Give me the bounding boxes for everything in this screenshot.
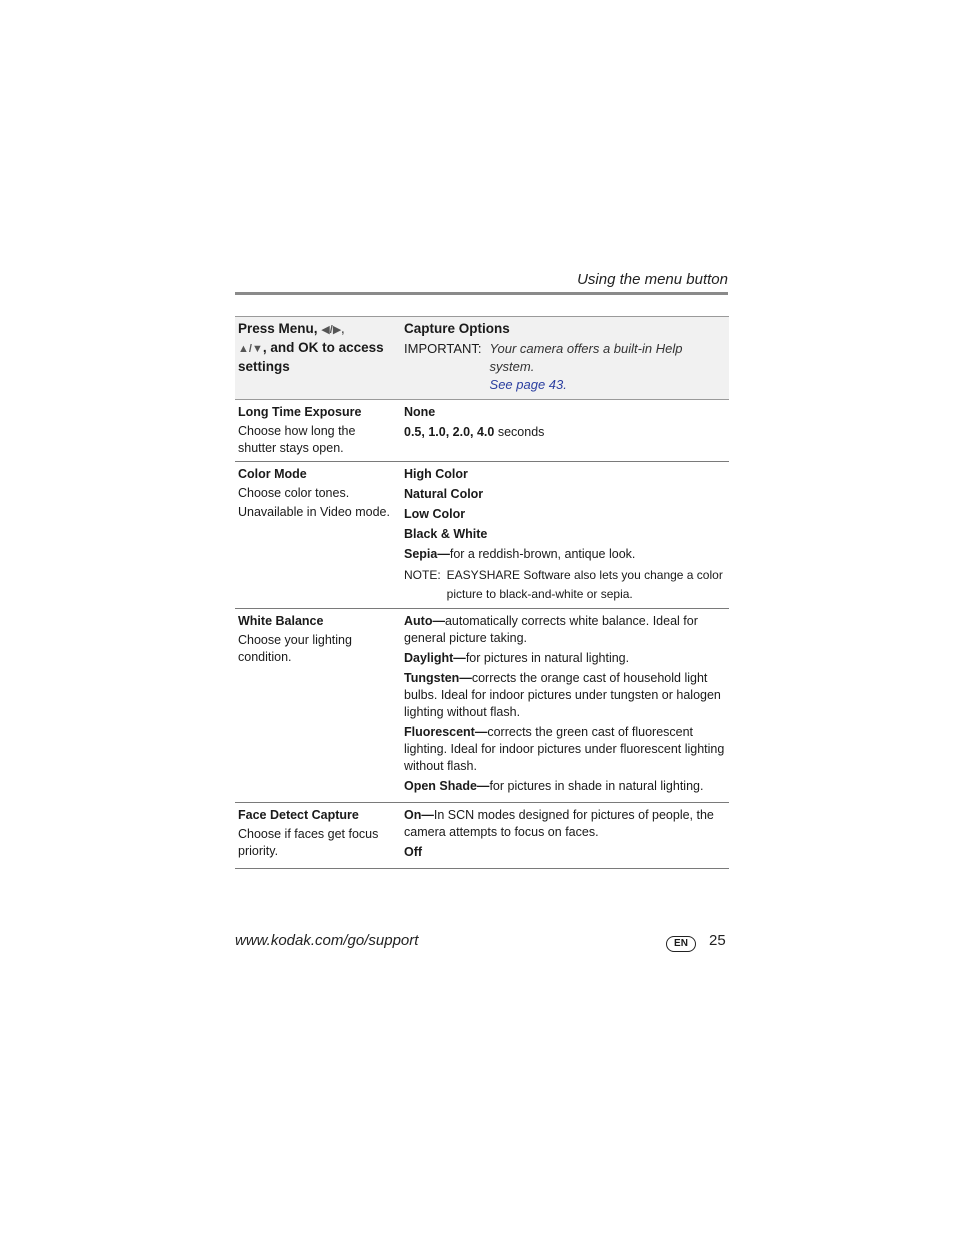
option-item: On—In SCN modes designed for pictures of people, the camera attempts to focus on faces. — [404, 808, 714, 839]
option-item: Daylight—for pictures in natural lighting. — [404, 651, 630, 665]
note-label: NOTE: — [404, 568, 441, 582]
setting-name: Color Mode — [238, 467, 307, 481]
up-down-arrows-icon: ▲/▼ — [238, 343, 263, 355]
running-head: Using the menu button — [577, 271, 728, 288]
setting-name: White Balance — [238, 614, 324, 628]
important-note — [404, 340, 725, 394]
help-page-link[interactable]: See page 43. — [489, 377, 567, 392]
option-item: Fluorescent—corrects the green cast of fluorescent lighting. Ideal for indoor pictures under fluorescent lighting without flash. — [404, 725, 725, 773]
setting-name: Face Detect Capture — [238, 808, 359, 822]
table-row — [235, 609, 729, 803]
language-badge: EN — [666, 936, 696, 952]
header-left-cell — [235, 317, 401, 400]
option-item: High Color — [404, 467, 468, 481]
header-left-line1: Press Menu, — [238, 321, 318, 336]
page-number: 25 — [709, 932, 726, 949]
important-label: IMPORTANT: — [404, 341, 482, 356]
option-item: Black & White — [404, 527, 488, 541]
table-header-row — [235, 317, 729, 400]
important-text: Your camera offers a built-in Help system. — [489, 341, 683, 374]
setting-description: Choose how long the shutter stays open. — [238, 424, 356, 455]
table-row — [235, 400, 729, 462]
capture-options-table — [235, 316, 729, 869]
header-rule — [235, 292, 728, 295]
option-item: Auto—automatically corrects white balance. Ideal for general picture taking. — [404, 614, 698, 645]
setting-description: Choose your lighting condition. — [238, 633, 352, 664]
note-text: EASYSHARE Software also lets you change a color picture to black-and-white or sepia. — [446, 568, 723, 601]
option-item: Sepia—for a reddish-brown, antique look. — [404, 547, 636, 561]
table-row — [235, 803, 729, 869]
option-item: None — [404, 405, 436, 419]
setting-description: Unavailable in Video mode. — [238, 505, 390, 519]
header-left-line3: settings — [238, 359, 290, 374]
option-item: Off — [404, 845, 423, 859]
setting-description: Choose color tones. — [238, 486, 350, 500]
setting-description: Choose if faces get focus priority. — [238, 827, 379, 858]
note — [404, 566, 725, 604]
table-row — [235, 462, 729, 609]
header-left-line2: , and OK to access — [262, 340, 384, 355]
support-url[interactable]: www.kodak.com/go/support — [235, 932, 419, 949]
option-item: Natural Color — [404, 487, 484, 501]
header-title: Capture Options — [404, 321, 510, 336]
option-item: Open Shade—for pictures in shade in natural lighting. — [404, 779, 704, 793]
left-right-arrows-icon: ◀/▶, — [321, 324, 345, 336]
option-item: Tungsten—corrects the orange cast of household light bulbs. Ideal for indoor pictures under tungsten or halogen lighting without flash. — [404, 671, 721, 719]
header-instruction — [238, 320, 397, 376]
setting-name: Long Time Exposure — [238, 405, 362, 419]
header-right-cell — [401, 317, 729, 400]
option-item: 0.5, 1.0, 2.0, 4.0 seconds — [404, 425, 545, 439]
option-item: Low Color — [404, 507, 466, 521]
